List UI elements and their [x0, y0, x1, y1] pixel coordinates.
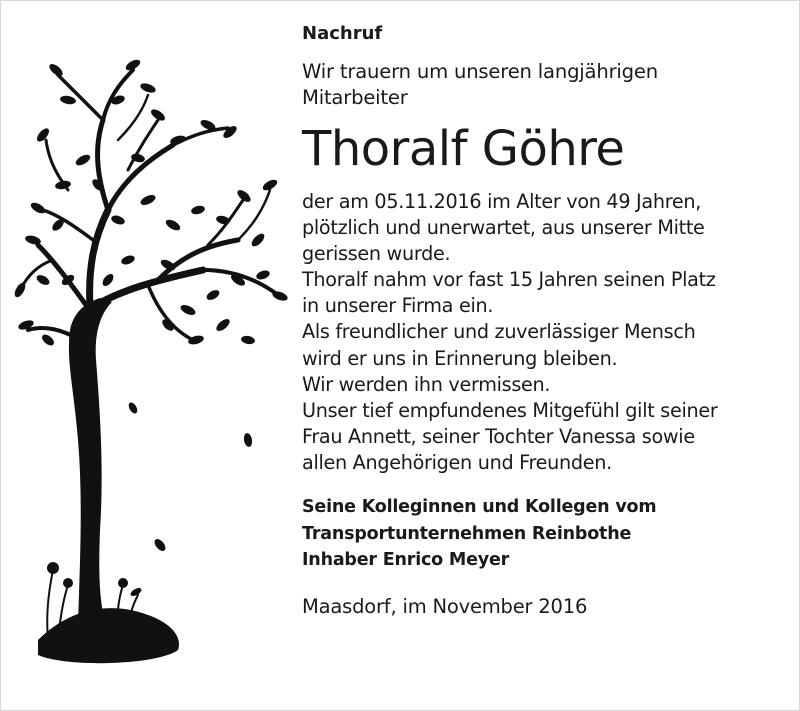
tree-silhouette-icon [8, 40, 293, 670]
body-line: in unserer Firma ein. [302, 294, 494, 318]
signature-block [302, 494, 792, 574]
signature-line: Transportunternehmen Reinbothe [302, 523, 632, 544]
body-line: der am 05.11.2016 im Alter von 49 Jahren, [302, 190, 702, 213]
notice-heading: Nachruf [302, 23, 383, 44]
notice-text-column [302, 22, 792, 620]
intro-text [302, 59, 792, 111]
signature-line: Seine Kolleginnen und Kollegen vom [302, 497, 657, 518]
body-line: allen Angehörigen und Freunden. [302, 450, 612, 474]
body-line: Wir werden ihn vermissen. [302, 372, 551, 396]
body-line: wird er uns in Erinnerung bleiben. [302, 346, 618, 370]
signature-line: Inhaber Enrico Meyer [302, 550, 510, 571]
body-line: Unser tief empfundenes Mitgefühl gilt seiner [302, 398, 718, 422]
place-date-line: Maasdorf, im November 2016 [302, 594, 588, 618]
intro-line: Wir trauern um unseren langjährigen [302, 60, 658, 83]
intro-line: Mitarbeiter [302, 86, 408, 109]
body-text [302, 189, 792, 476]
body-line: Frau Annett, seiner Tochter Vanessa sowie [302, 424, 695, 448]
body-line: plötzlich und unerwartet, aus unserer Mitte [302, 216, 705, 240]
deceased-name: Thoralf Göhre [302, 121, 625, 177]
body-line: Als freundlicher und zuverlässiger Mensch [302, 320, 696, 344]
body-line: Thoralf nahm vor fast 15 Jahren seinen Platz [302, 268, 716, 292]
body-line: gerissen wurde. [302, 242, 451, 266]
